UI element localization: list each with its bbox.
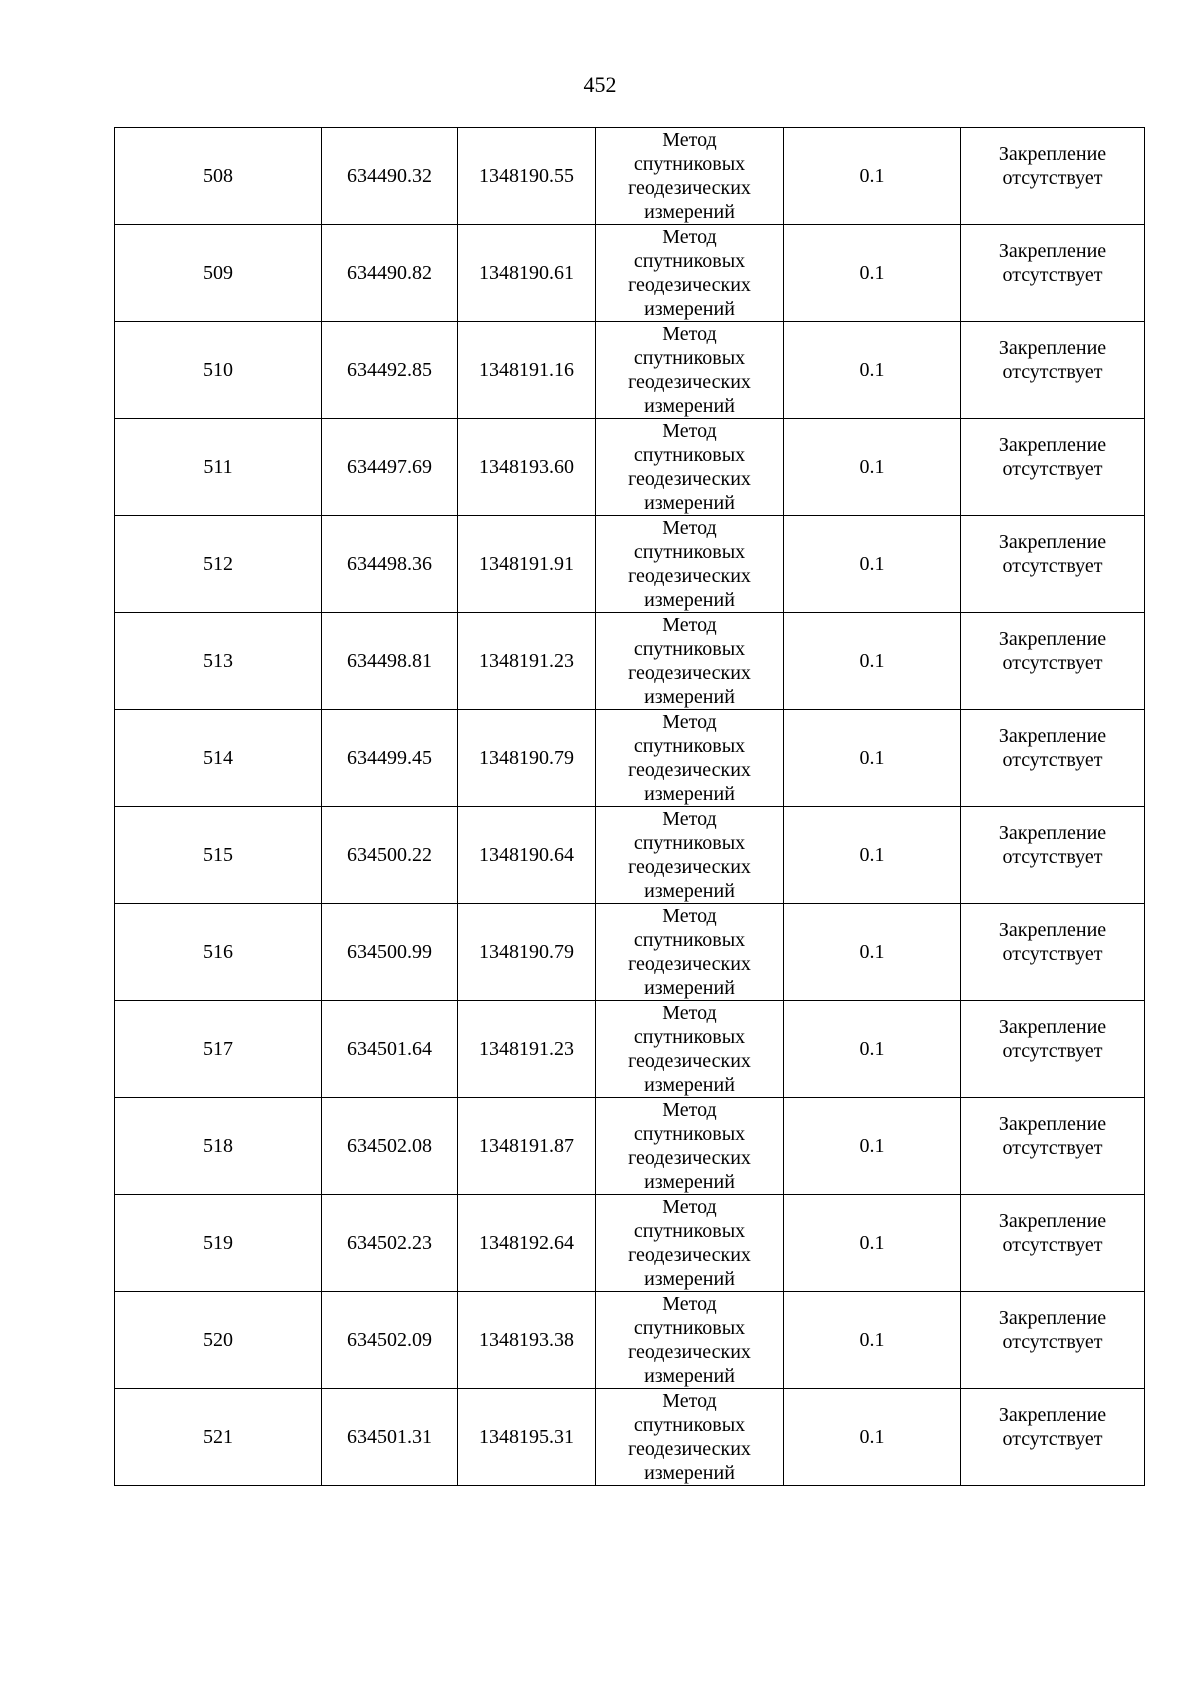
method-line: геодезических — [628, 1438, 751, 1460]
x-coordinate-cell — [322, 1098, 458, 1195]
point-number-cell-text: 518 — [203, 1135, 233, 1157]
fixing-line: отсутствует — [1002, 1040, 1103, 1062]
fixing-line: отсутствует — [1002, 264, 1103, 286]
point-number-cell-text: 510 — [203, 359, 233, 381]
method-cell — [596, 516, 784, 613]
table-row — [115, 710, 1145, 807]
table-row — [115, 1389, 1145, 1486]
y-coordinate-cell — [458, 516, 596, 613]
point-number-cell-text: 519 — [203, 1232, 233, 1254]
y-coordinate-cell-text: 1348190.61 — [479, 262, 574, 284]
method-cell — [596, 225, 784, 322]
y-coordinate-cell-text: 1348190.79 — [479, 747, 574, 769]
table-row — [115, 904, 1145, 1001]
point-number-cell — [115, 1001, 322, 1098]
method-line: геодезических — [628, 371, 751, 393]
method-line: геодезических — [628, 1244, 751, 1266]
accuracy-cell-text: 0.1 — [859, 359, 885, 381]
y-coordinate-cell — [458, 710, 596, 807]
method-line: Метод — [662, 711, 717, 733]
method-line: Метод — [662, 614, 717, 636]
fixing-line: отсутствует — [1002, 652, 1103, 674]
point-number-cell-text: 509 — [203, 262, 233, 284]
accuracy-cell-text: 0.1 — [859, 165, 885, 187]
x-coordinate-cell-text: 634498.36 — [347, 553, 432, 575]
table-row — [115, 807, 1145, 904]
method-line: измерений — [644, 1365, 735, 1387]
x-coordinate-cell — [322, 225, 458, 322]
y-coordinate-cell — [458, 1098, 596, 1195]
accuracy-cell-text: 0.1 — [859, 1135, 885, 1157]
method-line: измерений — [644, 201, 735, 223]
method-cell — [596, 613, 784, 710]
point-number-cell — [115, 1195, 322, 1292]
method-line: измерений — [644, 589, 735, 611]
point-number-cell-text: 511 — [203, 456, 233, 478]
method-line: геодезических — [628, 953, 751, 975]
accuracy-cell-text: 0.1 — [859, 650, 885, 672]
method-line: геодезических — [628, 177, 751, 199]
table-row — [115, 1001, 1145, 1098]
method-line: измерений — [644, 492, 735, 514]
method-line: геодезических — [628, 1147, 751, 1169]
point-number-cell — [115, 128, 322, 225]
fixing-line: Закрепление — [998, 1307, 1107, 1329]
method-cell — [596, 904, 784, 1001]
method-line: измерений — [644, 783, 735, 805]
coordinates-table — [114, 127, 1145, 1486]
fixing-line: отсутствует — [1002, 943, 1103, 965]
method-line: спутниковых — [633, 153, 746, 175]
accuracy-cell — [784, 419, 961, 516]
method-line: Метод — [662, 808, 717, 830]
y-coordinate-cell — [458, 1292, 596, 1389]
table-row — [115, 1195, 1145, 1292]
y-coordinate-cell-text: 1348192.64 — [479, 1232, 574, 1254]
method-line: геодезических — [628, 565, 751, 587]
method-line: измерений — [644, 1462, 735, 1484]
table-row — [115, 1292, 1145, 1389]
fixing-cell — [961, 1001, 1145, 1098]
method-cell — [596, 710, 784, 807]
point-number-cell-text: 512 — [203, 553, 233, 575]
fixing-line: Закрепление — [998, 1016, 1107, 1038]
fixing-line: Закрепление — [998, 919, 1107, 941]
method-line: Метод — [662, 517, 717, 539]
fixing-line: Закрепление — [998, 628, 1107, 650]
method-line: спутниковых — [633, 250, 746, 272]
method-line: измерений — [644, 298, 735, 320]
y-coordinate-cell — [458, 613, 596, 710]
x-coordinate-cell-text: 634502.09 — [347, 1329, 432, 1351]
point-number-cell-text: 520 — [203, 1329, 233, 1351]
y-coordinate-cell-text: 1348190.55 — [479, 165, 574, 187]
fixing-line: Закрепление — [998, 337, 1107, 359]
method-line: спутниковых — [633, 929, 746, 951]
fixing-line: отсутствует — [1002, 1331, 1103, 1353]
point-number-cell-text: 513 — [203, 650, 233, 672]
method-cell — [596, 1292, 784, 1389]
y-coordinate-cell — [458, 1001, 596, 1098]
y-coordinate-cell — [458, 128, 596, 225]
accuracy-cell — [784, 516, 961, 613]
fixing-line: Закрепление — [998, 434, 1107, 456]
method-line: геодезических — [628, 856, 751, 878]
method-line: Метод — [662, 905, 717, 927]
fixing-line: отсутствует — [1002, 749, 1103, 771]
method-line: спутниковых — [633, 444, 746, 466]
x-coordinate-cell — [322, 1292, 458, 1389]
x-coordinate-cell-text: 634502.23 — [347, 1232, 432, 1254]
point-number-cell — [115, 419, 322, 516]
table-row — [115, 225, 1145, 322]
method-cell — [596, 1195, 784, 1292]
point-number-cell-text: 517 — [203, 1038, 233, 1060]
y-coordinate-cell-text: 1348193.60 — [479, 456, 574, 478]
point-number-cell — [115, 1389, 322, 1486]
accuracy-cell — [784, 1001, 961, 1098]
accuracy-cell-text: 0.1 — [859, 262, 885, 284]
method-line: спутниковых — [633, 347, 746, 369]
method-line: измерений — [644, 977, 735, 999]
x-coordinate-cell — [322, 1389, 458, 1486]
method-line: спутниковых — [633, 1123, 746, 1145]
x-coordinate-cell — [322, 419, 458, 516]
y-coordinate-cell-text: 1348191.23 — [479, 650, 574, 672]
fixing-cell — [961, 225, 1145, 322]
method-line: спутниковых — [633, 638, 746, 660]
method-line: измерений — [644, 1268, 735, 1290]
fixing-cell — [961, 1098, 1145, 1195]
x-coordinate-cell — [322, 1195, 458, 1292]
method-line: спутниковых — [633, 832, 746, 854]
fixing-cell — [961, 710, 1145, 807]
x-coordinate-cell-text: 634498.81 — [347, 650, 432, 672]
table-row — [115, 613, 1145, 710]
accuracy-cell — [784, 322, 961, 419]
x-coordinate-cell-text: 634490.82 — [347, 262, 432, 284]
accuracy-cell-text: 0.1 — [859, 1232, 885, 1254]
method-line: спутниковых — [633, 1220, 746, 1242]
fixing-line: Закрепление — [998, 1113, 1107, 1135]
fixing-cell — [961, 1389, 1145, 1486]
y-coordinate-cell — [458, 225, 596, 322]
method-cell — [596, 1098, 784, 1195]
fixing-cell — [961, 419, 1145, 516]
method-line: измерений — [644, 880, 735, 902]
accuracy-cell — [784, 710, 961, 807]
method-cell — [596, 1001, 784, 1098]
accuracy-cell-text: 0.1 — [859, 1329, 885, 1351]
method-line: Метод — [662, 129, 717, 151]
fixing-line: отсутствует — [1002, 846, 1103, 868]
method-line: Метод — [662, 1002, 717, 1024]
method-cell — [596, 807, 784, 904]
x-coordinate-cell — [322, 807, 458, 904]
fixing-line: отсутствует — [1002, 555, 1103, 577]
x-coordinate-cell-text: 634502.08 — [347, 1135, 432, 1157]
accuracy-cell — [784, 1292, 961, 1389]
method-cell — [596, 322, 784, 419]
point-number-cell-text: 514 — [203, 747, 233, 769]
fixing-cell — [961, 1195, 1145, 1292]
fixing-line: Закрепление — [998, 822, 1107, 844]
method-line: геодезических — [628, 759, 751, 781]
point-number-cell — [115, 516, 322, 613]
x-coordinate-cell-text: 634501.64 — [347, 1038, 432, 1060]
table-row — [115, 322, 1145, 419]
y-coordinate-cell-text: 1348191.23 — [479, 1038, 574, 1060]
table-body — [115, 128, 1145, 1486]
fixing-line: отсутствует — [1002, 361, 1103, 383]
x-coordinate-cell-text: 634501.31 — [347, 1426, 432, 1448]
fixing-line: отсутствует — [1002, 1137, 1103, 1159]
x-coordinate-cell — [322, 516, 458, 613]
y-coordinate-cell-text: 1348193.38 — [479, 1329, 574, 1351]
y-coordinate-cell-text: 1348191.87 — [479, 1135, 574, 1157]
point-number-cell — [115, 807, 322, 904]
y-coordinate-cell — [458, 807, 596, 904]
accuracy-cell-text: 0.1 — [859, 747, 885, 769]
y-coordinate-cell-text: 1348190.64 — [479, 844, 574, 866]
x-coordinate-cell-text: 634499.45 — [347, 747, 432, 769]
method-line: измерений — [644, 1074, 735, 1096]
method-line: измерений — [644, 1171, 735, 1193]
point-number-cell-text: 515 — [203, 844, 233, 866]
x-coordinate-cell-text: 634490.32 — [347, 165, 432, 187]
fixing-cell — [961, 322, 1145, 419]
x-coordinate-cell — [322, 322, 458, 419]
y-coordinate-cell — [458, 1195, 596, 1292]
method-cell — [596, 1389, 784, 1486]
fixing-line: отсутствует — [1002, 167, 1103, 189]
x-coordinate-cell-text: 634500.99 — [347, 941, 432, 963]
page-number: 452 — [583, 72, 617, 97]
y-coordinate-cell-text: 1348191.91 — [479, 553, 574, 575]
point-number-cell — [115, 710, 322, 807]
x-coordinate-cell — [322, 710, 458, 807]
method-line: геодезических — [628, 1341, 751, 1363]
method-line: геодезических — [628, 274, 751, 296]
accuracy-cell-text: 0.1 — [859, 844, 885, 866]
method-line: спутниковых — [633, 1317, 746, 1339]
method-line: геодезических — [628, 662, 751, 684]
fixing-cell — [961, 1292, 1145, 1389]
fixing-line: отсутствует — [1002, 1428, 1103, 1450]
accuracy-cell — [784, 1389, 961, 1486]
accuracy-cell — [784, 128, 961, 225]
method-line: Метод — [662, 1196, 717, 1218]
point-number-cell — [115, 225, 322, 322]
method-line: геодезических — [628, 468, 751, 490]
table-row — [115, 1098, 1145, 1195]
method-line: Метод — [662, 420, 717, 442]
method-line: геодезических — [628, 1050, 751, 1072]
point-number-cell — [115, 1098, 322, 1195]
y-coordinate-cell-text: 1348190.79 — [479, 941, 574, 963]
method-line: измерений — [644, 686, 735, 708]
fixing-line: Закрепление — [998, 531, 1107, 553]
accuracy-cell — [784, 1195, 961, 1292]
method-cell — [596, 128, 784, 225]
table-row — [115, 419, 1145, 516]
y-coordinate-cell — [458, 904, 596, 1001]
fixing-line: Закрепление — [998, 725, 1107, 747]
point-number-cell — [115, 904, 322, 1001]
method-line: Метод — [662, 1099, 717, 1121]
y-coordinate-cell — [458, 322, 596, 419]
fixing-line: Закрепление — [998, 1404, 1107, 1426]
accuracy-cell — [784, 225, 961, 322]
y-coordinate-cell-text: 1348191.16 — [479, 359, 574, 381]
method-line: спутниковых — [633, 735, 746, 757]
point-number-cell-text: 521 — [203, 1426, 233, 1448]
x-coordinate-cell-text: 634500.22 — [347, 844, 432, 866]
method-line: спутниковых — [633, 1414, 746, 1436]
fixing-line: отсутствует — [1002, 458, 1103, 480]
fixing-line: отсутствует — [1002, 1234, 1103, 1256]
method-line: Метод — [662, 1390, 717, 1412]
fixing-cell — [961, 904, 1145, 1001]
point-number-cell-text: 508 — [203, 165, 233, 187]
fixing-cell — [961, 613, 1145, 710]
fixing-line: Закрепление — [998, 143, 1107, 165]
accuracy-cell-text: 0.1 — [859, 941, 885, 963]
accuracy-cell — [784, 807, 961, 904]
table-row — [115, 516, 1145, 613]
x-coordinate-cell-text: 634492.85 — [347, 359, 432, 381]
fixing-line: Закрепление — [998, 240, 1107, 262]
table-row — [115, 128, 1145, 225]
accuracy-cell-text: 0.1 — [859, 456, 885, 478]
accuracy-cell-text: 0.1 — [859, 1038, 885, 1060]
accuracy-cell — [784, 1098, 961, 1195]
fixing-line: Закрепление — [998, 1210, 1107, 1232]
method-line: спутниковых — [633, 1026, 746, 1048]
method-line: измерений — [644, 395, 735, 417]
point-number-cell — [115, 1292, 322, 1389]
accuracy-cell — [784, 904, 961, 1001]
point-number-cell-text: 516 — [203, 941, 233, 963]
x-coordinate-cell — [322, 128, 458, 225]
method-cell — [596, 419, 784, 516]
y-coordinate-cell-text: 1348195.31 — [479, 1426, 574, 1448]
y-coordinate-cell — [458, 1389, 596, 1486]
method-line: Метод — [662, 226, 717, 248]
method-line: спутниковых — [633, 541, 746, 563]
fixing-cell — [961, 128, 1145, 225]
method-line: Метод — [662, 323, 717, 345]
x-coordinate-cell — [322, 904, 458, 1001]
x-coordinate-cell — [322, 613, 458, 710]
accuracy-cell — [784, 613, 961, 710]
accuracy-cell-text: 0.1 — [859, 1426, 885, 1448]
point-number-cell — [115, 322, 322, 419]
fixing-cell — [961, 516, 1145, 613]
accuracy-cell-text: 0.1 — [859, 553, 885, 575]
point-number-cell — [115, 613, 322, 710]
x-coordinate-cell — [322, 1001, 458, 1098]
method-line: Метод — [662, 1293, 717, 1315]
x-coordinate-cell-text: 634497.69 — [347, 456, 432, 478]
y-coordinate-cell — [458, 419, 596, 516]
fixing-cell — [961, 807, 1145, 904]
